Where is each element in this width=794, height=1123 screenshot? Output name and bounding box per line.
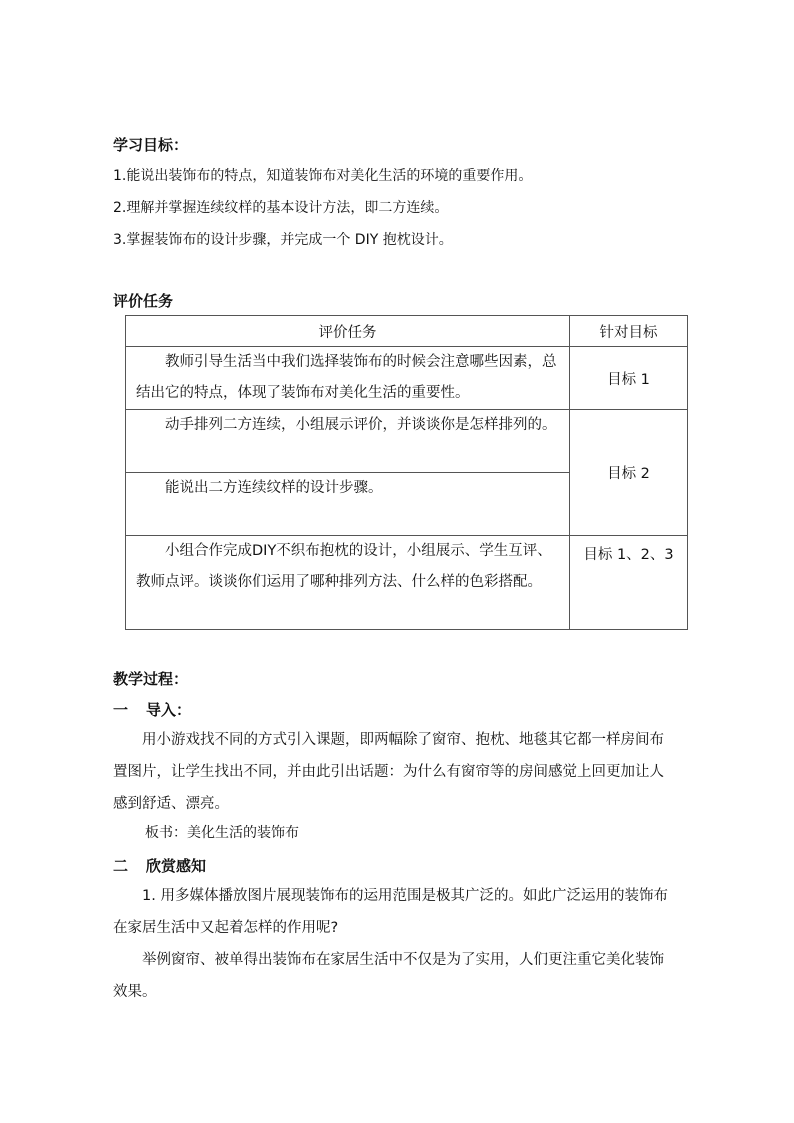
task-cell: 教师引导生活当中我们选择装饰布的时候会注意哪些因素，总结出它的特点，体现了装饰布对美化生活的重要性。 [126,347,570,410]
evaluation-table [125,315,688,630]
section-2-paragraph-2: 举例窗帘、被单得出装饰布在家居生活中不仅是为了实用，人们更注重它美化装饰效果。 [113,952,664,1000]
goal-item-3: 3.掌握装饰布的设计步骤，并完成一个 DIY 抱枕设计。 [113,232,453,248]
board-note: 板书：美化生活的装饰布 [145,825,299,841]
header-goal: 针对目标 [570,316,688,347]
goal-cell: 目标 1 [570,347,688,410]
header-task: 评价任务 [126,316,570,347]
section-2-number: 二 [113,857,129,875]
section-1-number: 一 [113,701,129,719]
table-row [126,410,688,473]
goal-item-1: 1.能说出装饰布的特点，知道装饰布对美化生活的环境的重要作用。 [113,168,533,184]
evaluation-heading: 评价任务 [113,292,174,310]
goal-cell: 目标 1、2、3 [570,536,688,630]
section-1-title: 导入： [146,701,192,719]
goals-heading: 学习目标： [113,136,189,154]
section-2-title: 欣赏感知 [146,857,207,875]
task-cell: 能说出二方连续纹样的设计步骤。 [126,473,570,536]
process-heading: 教学过程： [113,670,189,688]
table-row [126,347,688,410]
goal-item-2: 2.理解并掌握连续纹样的基本设计方法，即二方连续。 [113,200,449,216]
task-cell: 动手排列二方连续，小组展示评价，并谈谈你是怎样排列的。 [126,410,570,473]
section-1-paragraph: 用小游戏找不同的方式引入课题，即两幅除了窗帘、抱枕、地毯其它都一样房间布置图片，让学生找出不同，并由此引出话题：为什么有窗帘等的房间感觉上回更加让人感到舒适、漂亮。 [113,732,664,812]
goal-cell: 目标 2 [570,410,688,536]
section-2-paragraph-1: 1. 用多媒体播放图片展现装饰布的运用范围是极其广泛的。如此广泛运用的装饰布在家居生活中又起着怎样的作用呢? [113,888,668,936]
table-header-row [126,316,688,347]
task-cell: 小组合作完成DIY不织布抱枕的设计，小组展示、学生互评、教师点评。谈谈你们运用了哪种排列方法、什么样的色彩搭配。 [126,536,570,630]
table-row [126,536,688,630]
